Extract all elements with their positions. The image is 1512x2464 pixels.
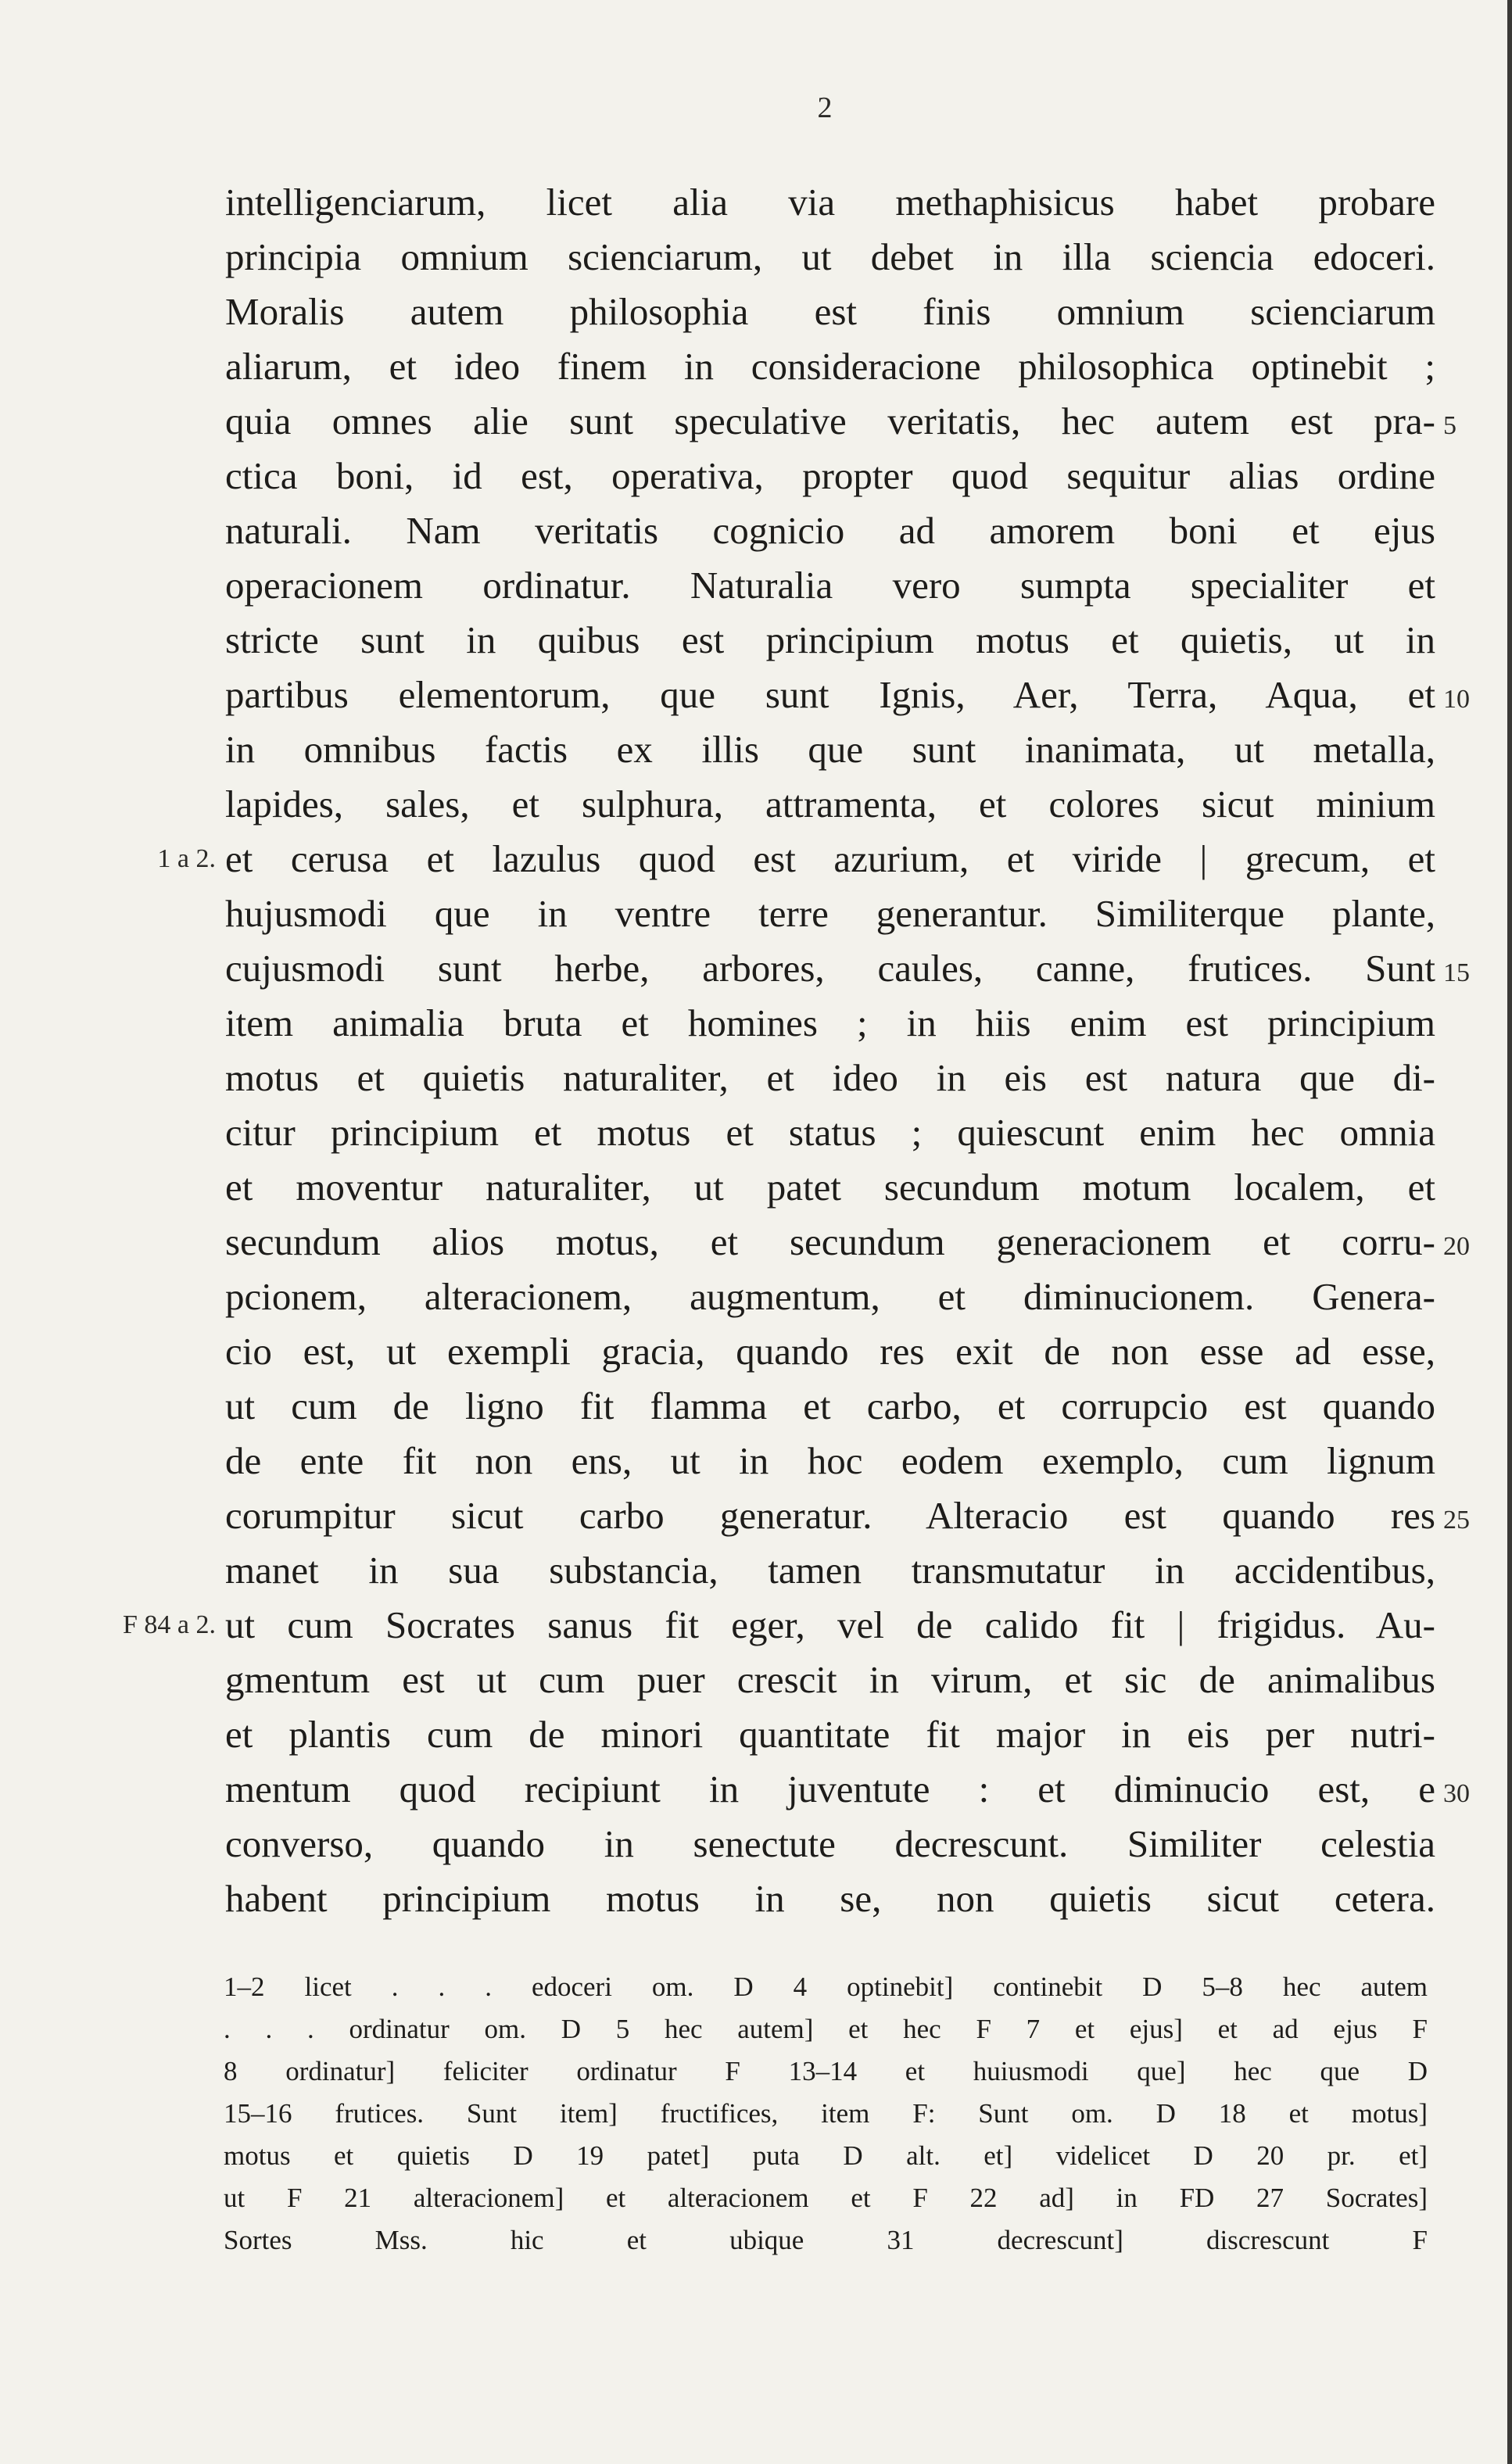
text-line <box>225 722 1435 777</box>
text-line <box>225 668 1470 722</box>
text-line <box>225 777 1435 832</box>
text-line <box>157 832 1435 886</box>
line-text: habent principium motus in se, non quietis sicut cetera. <box>225 1877 1435 1920</box>
apparatus-line: motus et quietis D 19 patet] puta D alt. et] videlicet D 20 pr. et] <box>224 2140 1428 2171</box>
line-text: item animalia bruta et homines ; in hiis enim est principium <box>225 1001 1435 1044</box>
text-line <box>225 503 1435 558</box>
line-number: 5 <box>1443 411 1456 440</box>
line-text: cujusmodi sunt herbe, arbores, caules, canne, frutices. Sunt <box>225 947 1435 990</box>
text-line <box>225 1324 1435 1379</box>
line-text: citur principium et motus et status ; quiescunt enim hec omnia <box>225 1111 1435 1154</box>
apparatus-line: 1–2 licet . . . edoceri om. D 4 optinebit] continebit D 5–8 hec autem <box>224 1972 1428 2002</box>
apparatus-line: ut F 21 alteracionem] et alteracionem et F 22 ad] in FD 27 Socrates] <box>224 2183 1428 2213</box>
text-line <box>225 230 1435 285</box>
text-line <box>225 1707 1435 1762</box>
line-text: operacionem ordinatur. Naturalia vero sumpta specialiter et <box>225 564 1435 607</box>
text-line <box>225 175 1435 230</box>
text-line <box>225 1653 1435 1707</box>
line-text: secundum alios motus, et secundum generacionem et corru- <box>225 1220 1435 1263</box>
text-line <box>225 1871 1435 1926</box>
text-line <box>225 1762 1470 1817</box>
line-number: 15 <box>1443 958 1470 987</box>
line-text: aliarum, et ideo finem in consideracione philosophica optinebit ; <box>225 345 1435 388</box>
text-line <box>225 1543 1435 1598</box>
line-text: in omnibus factis ex illis que sunt inanimata, ut metalla, <box>225 728 1435 771</box>
line-number: 20 <box>1443 1232 1470 1261</box>
line-number: 25 <box>1443 1506 1470 1535</box>
line-text: et cerusa et lazulus quod est azurium, et viride | grecum, et <box>225 837 1435 880</box>
line-text: principia omnium scienciarum, ut debet in illa sciencia edoceri. <box>225 235 1435 278</box>
text-line <box>225 394 1456 449</box>
line-number: 10 <box>1443 685 1470 714</box>
line-text: gmentum est ut cum puer crescit in virum, et sic de animalibus <box>225 1658 1435 1701</box>
text-line <box>225 1817 1435 1871</box>
apparatus-line: Sortes Mss. hic et ubique 31 decrescunt] discrescunt F <box>224 2225 1428 2255</box>
text-line <box>225 1160 1435 1215</box>
text-line <box>225 449 1435 503</box>
text-line <box>225 1434 1435 1488</box>
apparatus-line: 8 ordinatur] feliciter ordinatur F 13–14 et huiusmodi que] hec que D <box>224 2056 1428 2086</box>
line-text: et plantis cum de minori quantitate fit major in eis per nutri- <box>225 1713 1435 1756</box>
line-text: hujusmodi que in ventre terre generantur. Similiterque plante, <box>225 892 1435 935</box>
page-number: 2 <box>817 91 833 124</box>
apparatus-line: 15–16 frutices. Sunt item] fructifices, item F: Sunt om. D 18 et motus] <box>224 2098 1428 2129</box>
line-text: ut cum de ligno fit flamma et carbo, et corrupcio est quando <box>225 1384 1435 1427</box>
text-line <box>225 285 1435 339</box>
line-text: cio est, ut exempli gracia, quando res exit de non esse ad esse, <box>225 1330 1435 1373</box>
line-text: et moventur naturaliter, ut patet secundum motum localem, et <box>225 1166 1435 1209</box>
line-text: de ente fit non ens, ut in hoc eodem exemplo, cum lignum <box>225 1439 1435 1482</box>
line-text: motus et quietis naturaliter, et ideo in eis est natura que di- <box>225 1056 1435 1099</box>
line-text: pcionem, alteracionem, augmentum, et diminucionem. Genera- <box>225 1275 1435 1318</box>
text-line <box>225 1215 1470 1270</box>
text-line <box>225 1270 1435 1324</box>
text-line <box>225 558 1435 613</box>
line-text: ctica boni, id est, operativa, propter quod sequitur alias ordine <box>225 454 1435 497</box>
main-text <box>123 175 1470 1926</box>
text-line <box>123 1598 1435 1653</box>
line-text: ut cum Socrates sanus fit eger, vel de calido fit | frigidus. Au- <box>225 1603 1435 1646</box>
page-edge-rule <box>1507 0 1512 2464</box>
line-text: mentum quod recipiunt in juventute : et diminucio est, e <box>225 1767 1435 1810</box>
line-text: corumpitur sicut carbo generatur. Alteracio est quando res <box>225 1494 1435 1537</box>
line-text: converso, quando in senectute decrescunt. Similiter celestia <box>225 1822 1435 1865</box>
line-text: intelligenciarum, licet alia via methaphisicus habet probare <box>225 181 1435 224</box>
text-line <box>225 1379 1435 1434</box>
text-line <box>225 613 1435 668</box>
text-line <box>225 996 1435 1051</box>
apparatus-line: . . . ordinatur om. D 5 hec autem] et hec F 7 et ejus] et ad ejus F <box>224 2014 1428 2044</box>
text-line <box>225 1488 1470 1543</box>
critical-apparatus <box>224 1966 1428 2262</box>
manuscript-folio-reference: 1 a 2. <box>157 844 216 873</box>
line-text: partibus elementorum, que sunt Ignis, Aer, Terra, Aqua, et <box>225 673 1435 716</box>
line-text: Moralis autem philosophia est finis omnium scienciarum <box>225 290 1435 333</box>
line-text: quia omnes alie sunt speculative veritatis, hec autem est pra- <box>225 399 1435 442</box>
text-line <box>225 886 1435 941</box>
text-line <box>225 1051 1435 1105</box>
text-line <box>225 339 1435 394</box>
line-text: naturali. Nam veritatis cognicio ad amorem boni et ejus <box>225 509 1435 552</box>
line-number: 30 <box>1443 1779 1470 1808</box>
line-text: stricte sunt in quibus est principium motus et quietis, ut in <box>225 618 1435 661</box>
text-line <box>225 941 1470 996</box>
line-text: manet in sua substancia, tamen transmutatur in accidentibus, <box>225 1549 1435 1592</box>
line-text: lapides, sales, et sulphura, attramenta, et colores sicut minium <box>225 783 1435 826</box>
text-line <box>225 1105 1435 1160</box>
manuscript-folio-reference: F 84 a 2. <box>123 1610 216 1639</box>
